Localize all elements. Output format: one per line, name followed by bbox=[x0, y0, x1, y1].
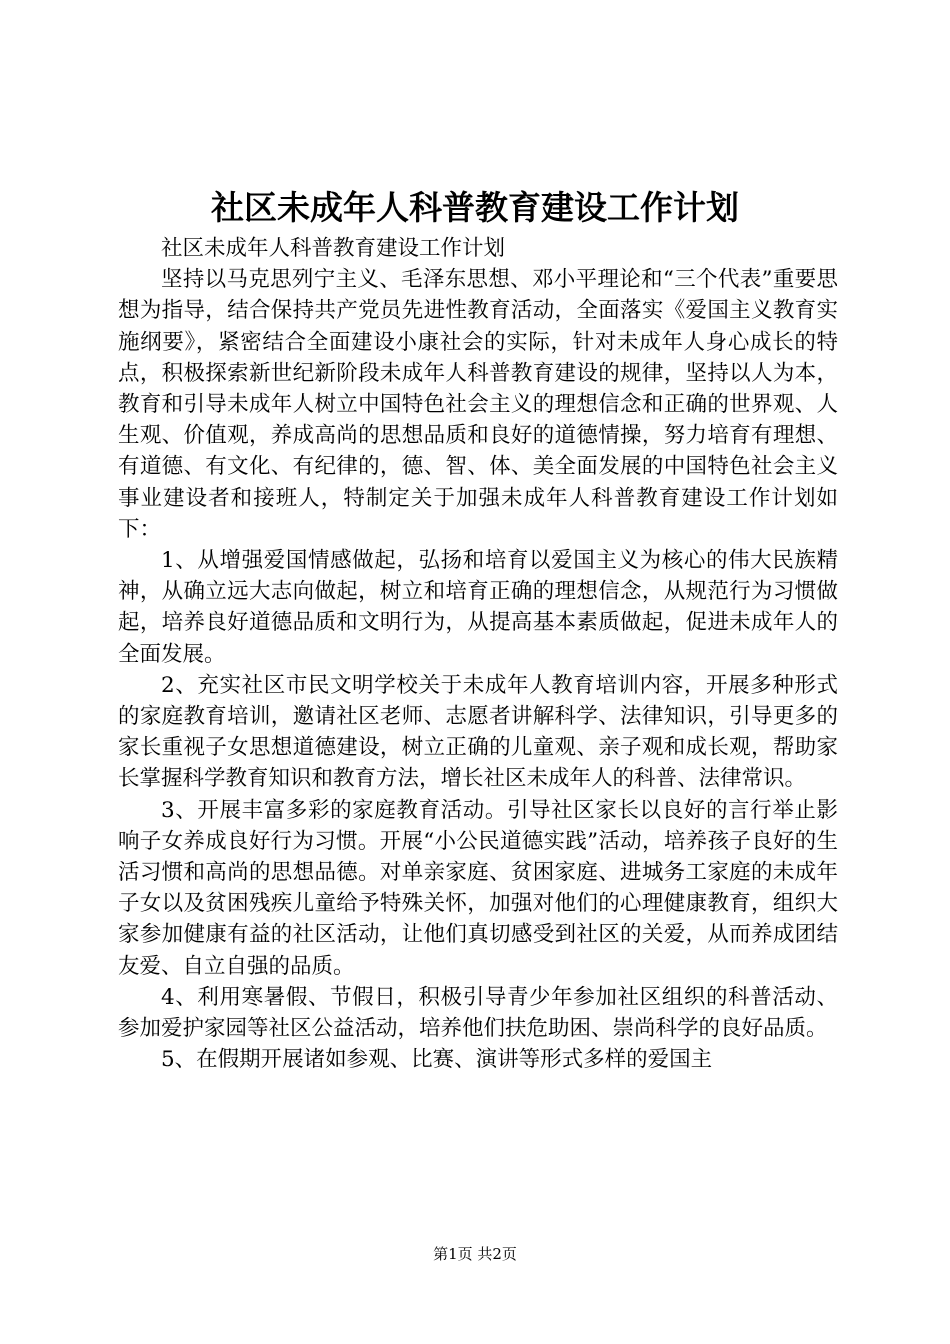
subtitle-paragraph: 社区未成年人科普教育建设工作计划 bbox=[161, 236, 506, 261]
document-body bbox=[118, 233, 838, 1075]
item-paragraph-3: 3、开展丰富多彩的家庭教育活动。引导社区家长以良好的言行举止影响子女养成良好行为习惯。开展“小公民道德实践”活动，培养孩子良好的生活习惯和高尚的思想品德。对单亲家庭、贫困家庭、进城务工家庭的未成年子女以及贫困残疾儿童给予特殊关怀，加强对他们的心理健康教育，组织大家参加健康有益的社区活动，让他们真切感受到社区的关爱，从而养成团结友爱、自立自强的品质。 bbox=[118, 797, 838, 979]
item-paragraph-2: 2、充实社区市民文明学校关于未成年人教育培训内容，开展多种形式的家庭教育培训，邀请社区老师、志愿者讲解科学、法律知识，引导更多的家长重视子女思想道德建设，树立正确的儿童观、亲子观和成长观，帮助家长掌握科学教育知识和教育方法，增长社区未成年人的科普、法律常识。 bbox=[118, 672, 838, 792]
intro-paragraph: 坚持以马克思列宁主义、毛泽东思想、邓小平理论和“三个代表”重要思想为指导，结合保持共产党员先进性教育活动，全面落实《爱国主义教育实施纲要》，紧密结合全面建设小康社会的实际，针对未成年人身心成长的特点，积极探索新世纪新阶段未成年人科普教育建设的规律，坚持以人为本，教育和引导未成年人树立中国特色社会主义的理想信念和正确的世界观、人生观、价值观，养成高尚的思想品质和良好的道德情操，努力培育有理想、有道德、有文化、有纪律的，德、智、体、美全面发展的中国特色社会主义事业建设者和接班人，特制定关于加强未成年人科普教育建设工作计划如下： bbox=[118, 267, 838, 542]
item-paragraph-1: 1、从增强爱国情感做起，弘扬和培育以爱国主义为核心的伟大民族精神，从确立远大志向做起，树立和培育正确的理想信念，从规范行为习惯做起，培养良好道德品质和文明行为，从提高基本素质做起，促进未成年人的全面发展。 bbox=[118, 548, 838, 667]
page-number-footer: 第1页 共2页 bbox=[433, 1245, 517, 1263]
item-paragraph-4: 4、利用寒暑假、节假日，积极引导青少年参加社区组织的科普活动、参加爱护家园等社区公益活动，培养他们扶危助困、崇尚科学的良好品质。 bbox=[118, 984, 838, 1042]
item-paragraph-5: 5、在假期开展诸如参观、比赛、演讲等形式多样的爱国主 bbox=[161, 1047, 713, 1073]
document-title: 社区未成年人科普教育建设工作计划 bbox=[211, 188, 739, 227]
